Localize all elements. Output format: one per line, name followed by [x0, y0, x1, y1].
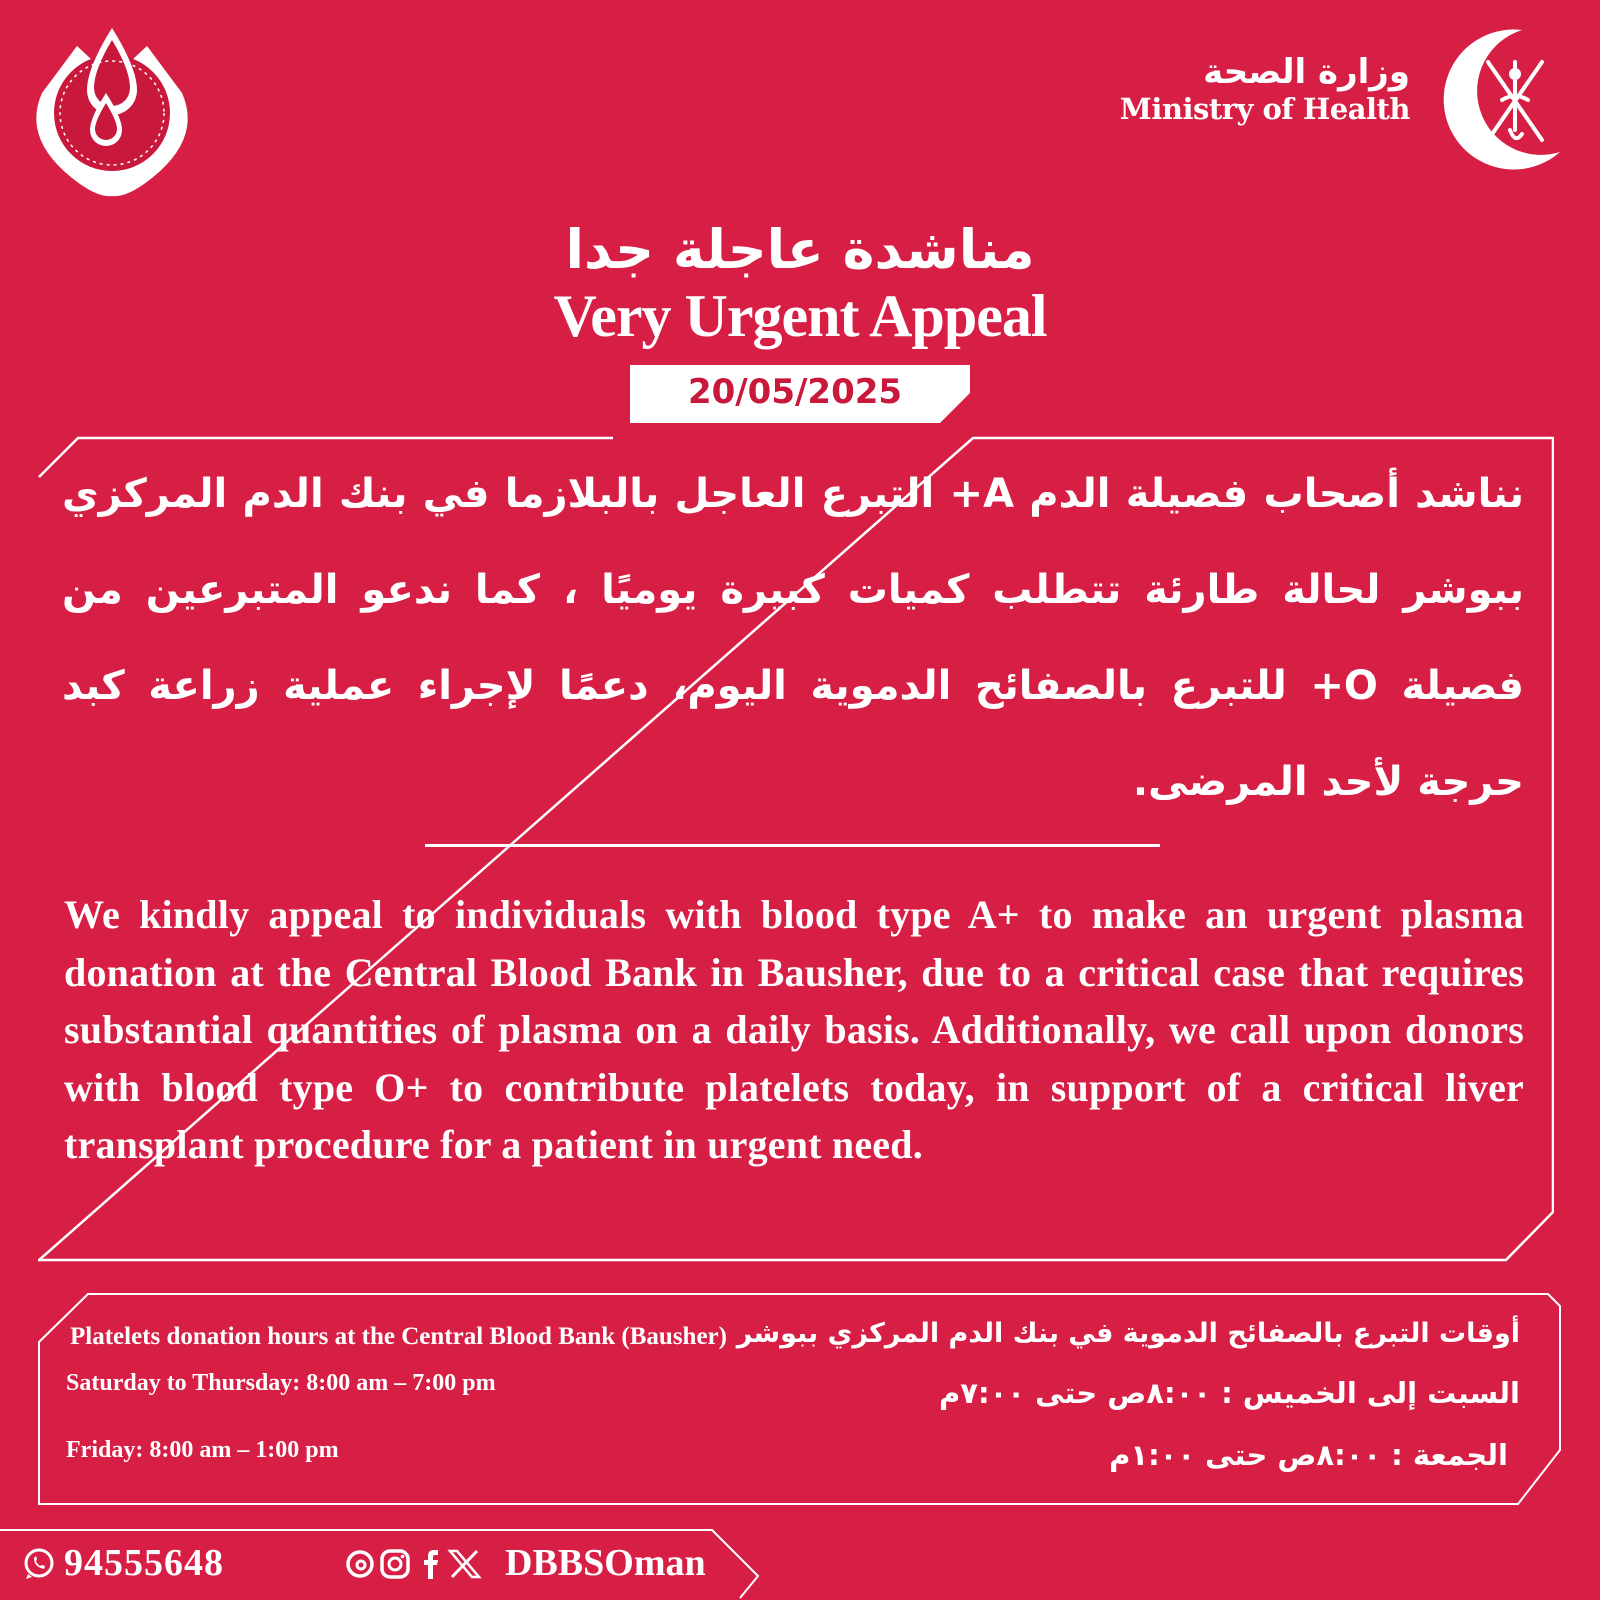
hours-title-english: Platelets donation hours at the Central Blood Bank (Bausher)	[70, 1323, 727, 1350]
x-icon[interactable]	[450, 1551, 479, 1577]
instagram-icon[interactable]	[382, 1551, 408, 1577]
crescent-emblem-icon	[1430, 22, 1570, 172]
phone-number: 94555648	[64, 1542, 224, 1584]
hours-weekdays-arabic: السبت إلى الخميس : ٨:٠٠ص حتى ٧:٠٠م	[939, 1376, 1520, 1410]
facebook-icon[interactable]	[424, 1550, 438, 1579]
blood-bank-logo-icon	[22, 18, 202, 203]
hours-weekdays-english: Saturday to Thursday: 8:00 am – 7:00 pm	[66, 1370, 496, 1396]
hours-friday-arabic: الجمعة : ٨:٠٠ص حتى ١:٠٠م	[1109, 1438, 1508, 1472]
threads-icon[interactable]	[348, 1552, 372, 1576]
whatsapp-icon[interactable]	[22, 1547, 56, 1581]
appeal-date: 20/05/2025	[687, 372, 903, 412]
appeal-text-arabic: نناشد أصحاب فصيلة الدم A+ التبرع العاجل بالبلازما في بنك الدم المركزي ببوشر لحالة طارئة تتطلب كميات كبيرة يوميًا ، كما ندعو المتبرعين من فصيلة O+ للتبرع بالصفائح الدموية اليوم، دعمًا لإجراء عملية زراعة كبد حرجة لأحد المرضى.	[62, 471, 1524, 805]
divider-line	[425, 844, 1160, 847]
title-english: Very Urgent Appeal	[553, 283, 1047, 349]
appeal-text-english: We kindly appeal to individuals with blood type A+ to make an urgent plasma donation at the Central Blood Bank in Bausher, due to a critical case that requires substantial quantities of plasma on a daily basis. Additionally, we call upon donors with blood type O+ to contribute platelets today, in support of a critical liver transplant procedure for a patient in urgent need.	[64, 892, 1524, 1167]
hours-friday-english: Friday: 8:00 am – 1:00 pm	[66, 1437, 339, 1463]
ministry-name-english: Ministry of Health	[1119, 92, 1410, 126]
hours-title-arabic: أوقات التبرع بالصفائح الدموية في بنك الدم المركزي ببوشر	[736, 1318, 1520, 1349]
ministry-name-arabic: وزارة الصحة	[1203, 52, 1410, 92]
social-icons	[344, 1546, 484, 1582]
title-arabic: مناشدة عاجلة جدا	[565, 218, 1035, 281]
social-handle: DBBSOman	[505, 1542, 706, 1584]
